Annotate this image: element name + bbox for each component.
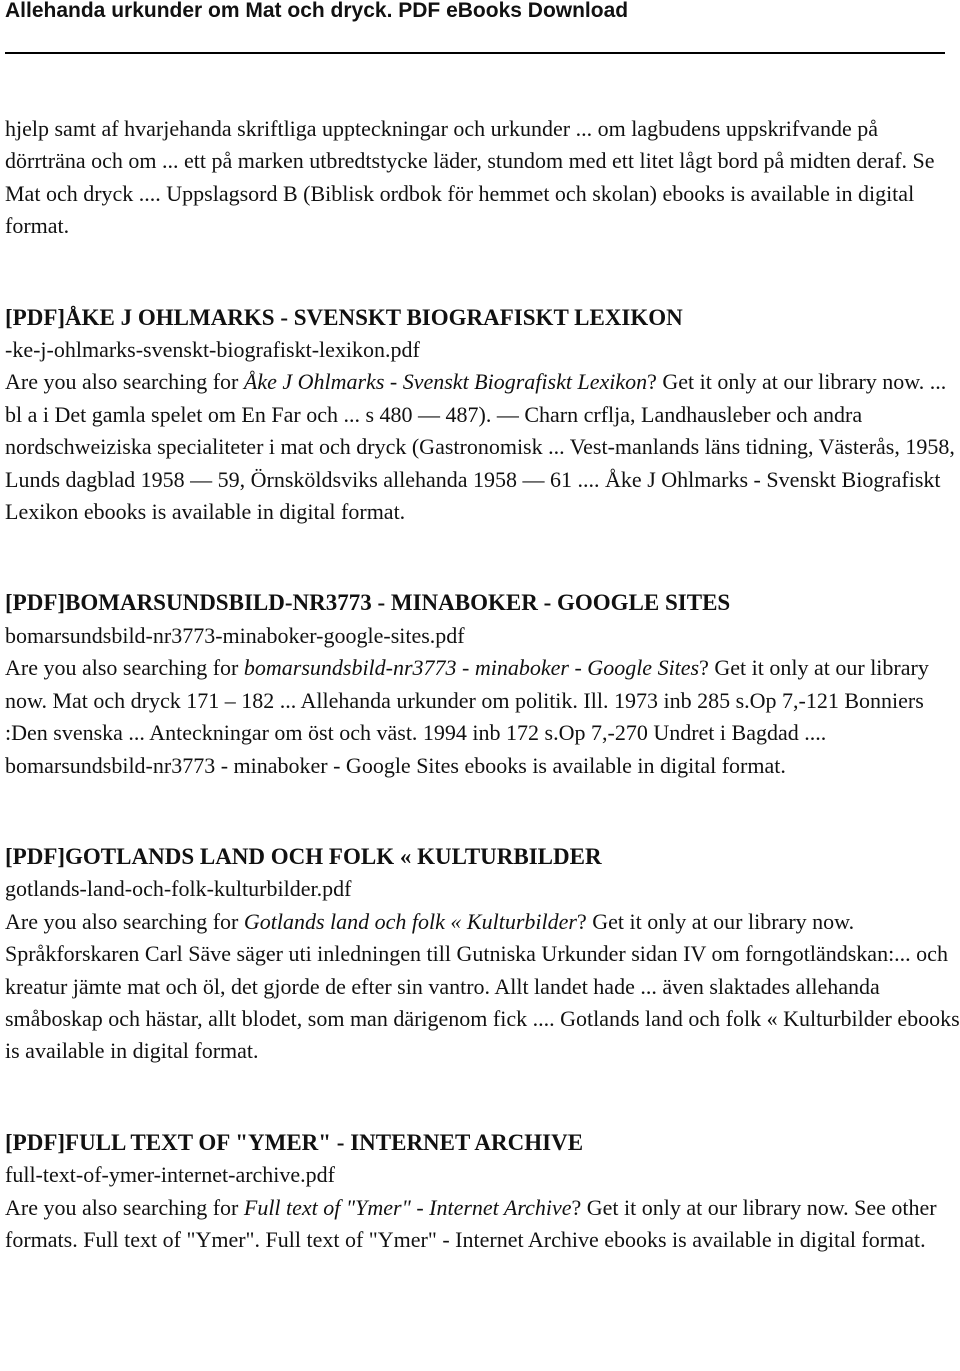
result-description — [5, 1192, 960, 1257]
result-body: ? Get it only at our library now. ... bl a i Det gamla spelet om En Far och ... s 480 — 487). — Charn crflja, Landhausleber och andra nordschweiziska specialiteter i mat och dryck (Gastronomisk ... Vest-manlands läns tidning, Västerås, 1958, Lunds dagblad 1958 — 59, Örnsköldsviks allehanda 1958 — 61 .... Åke J Ohlmarks - Svenskt Biografiskt Lexikon ebooks is available in digital format. — [5, 369, 955, 525]
search-title: Gotlands land och folk « Kulturbilder — [243, 908, 577, 934]
result-filename: bomarsundsbild-nr3773-minaboker-google-sites.pdf — [5, 622, 465, 648]
search-prefix: Are you also searching for — [5, 369, 244, 395]
result-body: ? Get it only at our library now. Språkforskaren Carl Säve säger uti inledningen till Gutniska Urkunder sidan IV om forngotländskan:... och kreatur jämte mat och öl, det gjorde de efter sin vantro. Allt landet hade ... även slaktades allehanda småboskap och hästar, allt blodet, som man därigenom fick .... Gotlands land och folk « Kulturbilder ebooks is available in digital format. — [5, 908, 960, 1064]
search-title: bomarsundsbild-nr3773 - minaboker - Google Sites — [243, 655, 700, 681]
page-title: Allehanda urkunder om Mat och dryck. PDF eBooks Download — [5, 0, 629, 22]
result-filename: full-text-of-ymer-internet-archive.pdf — [5, 1162, 336, 1188]
search-prefix: Are you also searching for — [5, 1194, 244, 1220]
page-header — [5, 0, 945, 54]
result-heading[interactable]: [PDF]BOMARSUNDSBILD-NR3773 - MINABOKER - GOOGLE SITES — [5, 590, 731, 616]
result-filename: -ke-j-ohlmarks-svenskt-biografiskt-lexikon.pdf — [5, 337, 420, 363]
result-section — [5, 302, 960, 529]
result-section — [5, 587, 960, 781]
result-description — [5, 366, 960, 528]
result-section — [5, 1127, 960, 1257]
search-title: Full text of "Ymer" - Internet Archive — [243, 1194, 572, 1220]
search-prefix: Are you also searching for — [5, 655, 244, 681]
result-heading[interactable]: [PDF]FULL TEXT OF "YMER" - INTERNET ARCHIVE — [5, 1129, 584, 1155]
search-prefix: Are you also searching for — [5, 908, 244, 934]
result-heading[interactable]: [PDF]ÅKE J OHLMARKS - SVENSKT BIOGRAFISKT LEXIKON — [5, 304, 683, 330]
result-section — [5, 841, 960, 1068]
search-title: Åke J Ohlmarks - Svenskt Biografiskt Lexikon — [243, 369, 648, 395]
intro-paragraph: hjelp samt af hvarjehanda skriftliga uppteckningar och urkunder ... om lagbudens uppskrifvande på dörrträna och om ... ett på marken utbredtstycke läder, stundom med ett litet lågt bord på midten deraf. Se Mat och dryck .... Uppslagsord B (Biblisk ordbok för hemmet och skolan) ebooks is available in digital format. — [5, 116, 935, 239]
document-body — [5, 113, 960, 1256]
result-description — [5, 652, 960, 782]
result-body: ? Get it only at our library now. See other formats. Full text of "Ymer". Full text of "Ymer" - Internet Archive ebooks is available in digital format. — [5, 1194, 937, 1252]
result-description — [5, 906, 960, 1068]
result-heading[interactable]: [PDF]GOTLANDS LAND OCH FOLK « KULTURBILDER — [5, 843, 602, 869]
result-filename: gotlands-land-och-folk-kulturbilder.pdf — [5, 876, 352, 902]
result-body: ? Get it only at our library now. Mat och dryck 171 – 182 ... Allehanda urkunder om politik. Ill. 1973 inb 285 s.Op 7,-121 Bonniers :Den svenska ... Anteckningar om öst och väst. 1994 inb 172 s.Op 7,-270 Undret i Bagdad .... bomarsundsbild-nr3773 - minaboker - Google Sites ebooks is available in digital format. — [5, 655, 929, 778]
